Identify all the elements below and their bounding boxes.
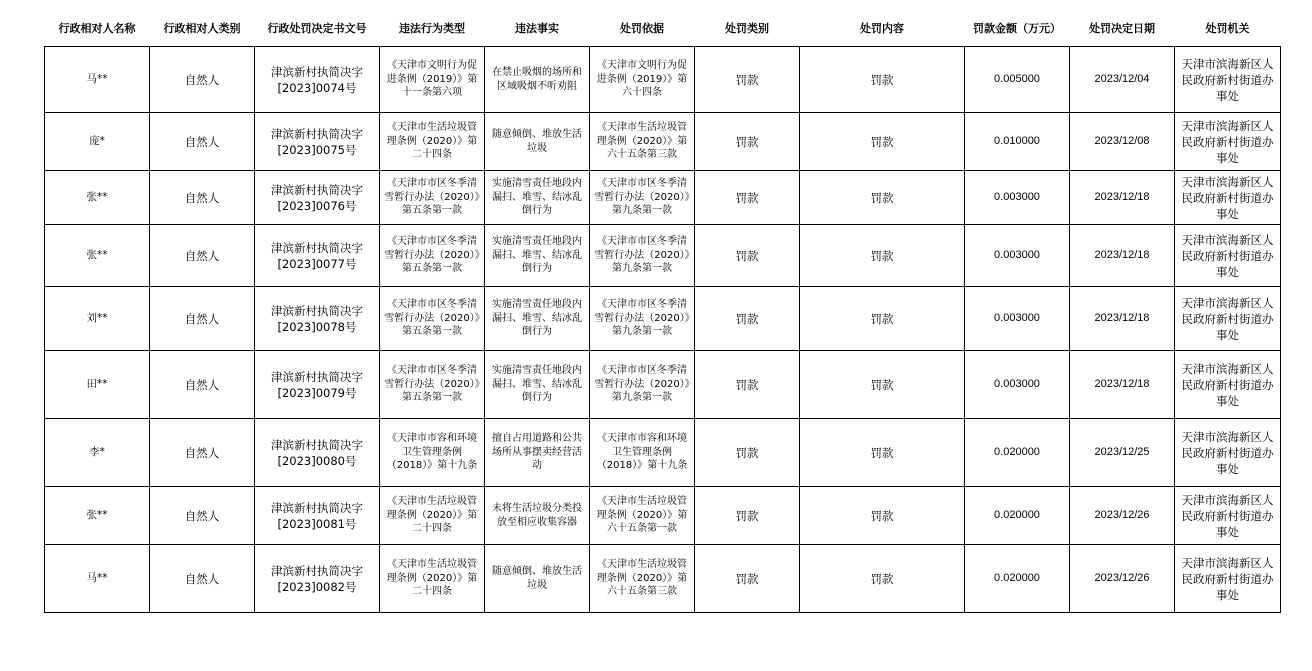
cell-basis: 《天津市市区冬季清雪暂行办法（2020）》第九条第一款 [590,351,695,419]
header-cell-basis: 处罚依据 [620,22,664,35]
cell-violation-type: 《天津市生活垃圾管理条例（2020）》第二十四条 [380,487,485,545]
cell-date: 2023/12/18 [1070,351,1175,419]
cell-doc-no: 津滨新村执简决字[2023]0080号 [255,419,380,487]
table-row [45,545,1281,613]
cell-name: 马** [45,47,150,113]
cell-penalty-type: 罚款 [695,487,800,545]
cell-date: 2023/12/25 [1070,419,1175,487]
cell-basis: 《天津市文明行为促进条例（2019）》第六十四条 [590,47,695,113]
cell-name: 张** [45,171,150,225]
cell-date: 2023/12/18 [1070,225,1175,287]
cell-category: 自然人 [150,47,255,113]
cell-category: 自然人 [150,487,255,545]
header-cell-violation-type: 违法行为类型 [399,22,465,35]
cell-penalty-type: 罚款 [695,113,800,171]
cell-amount: 0.010000 [965,113,1070,171]
header-cell-category: 行政相对人类别 [163,22,241,35]
cell-penalty-content: 罚款 [800,225,965,287]
cell-amount: 0.020000 [965,487,1070,545]
cell-amount: 0.020000 [965,545,1070,613]
table-row [45,47,1281,113]
cell-penalty-type: 罚款 [695,287,800,351]
cell-authority: 天津市滨海新区人民政府新村街道办事处 [1175,287,1281,351]
cell-authority: 天津市滨海新区人民政府新村街道办事处 [1175,113,1281,171]
cell-doc-no: 津滨新村执简决字[2023]0075号 [255,113,380,171]
header-cell-date: 处罚决定日期 [1089,22,1155,35]
cell-violation-type: 《天津市生活垃圾管理条例（2020）》第二十四条 [380,113,485,171]
cell-name: 田** [45,351,150,419]
cell-basis: 《天津市生活垃圾管理条例（2020）》第六十五条第三款 [590,113,695,171]
cell-violation-type: 《天津市市区冬季清雪暂行办法（2020）》第五条第一款 [380,287,485,351]
table-row [45,419,1281,487]
cell-amount: 0.003000 [965,171,1070,225]
cell-violation-type: 《天津市生活垃圾管理条例（2020）》第二十四条 [380,545,485,613]
cell-authority: 天津市滨海新区人民政府新村街道办事处 [1175,545,1281,613]
header-cell-penalty-content: 处罚内容 [860,22,904,35]
cell-category: 自然人 [150,225,255,287]
cell-violation-type: 《天津市市区冬季清雪暂行办法（2020）》第五条第一款 [380,171,485,225]
cell-penalty-content: 罚款 [800,113,965,171]
cell-penalty-content: 罚款 [800,545,965,613]
cell-basis: 《天津市市区冬季清雪暂行办法（2020）》第九条第一款 [590,225,695,287]
cell-date: 2023/12/04 [1070,47,1175,113]
cell-penalty-type: 罚款 [695,545,800,613]
cell-penalty-type: 罚款 [695,47,800,113]
penalty-table [44,10,1281,613]
cell-authority: 天津市滨海新区人民政府新村街道办事处 [1175,351,1281,419]
cell-amount: 0.003000 [965,287,1070,351]
cell-date: 2023/12/18 [1070,171,1175,225]
table-row [45,287,1281,351]
cell-name: 马** [45,545,150,613]
cell-date: 2023/12/26 [1070,487,1175,545]
cell-penalty-type: 罚款 [695,171,800,225]
cell-basis: 《天津市生活垃圾管理条例（2020）》第六十五条第一款 [590,487,695,545]
cell-name: 李* [45,419,150,487]
cell-doc-no: 津滨新村执简决字[2023]0077号 [255,225,380,287]
table-row [45,487,1281,545]
table-row [45,113,1281,171]
cell-name: 庞* [45,113,150,171]
header-cell-authority: 处罚机关 [1205,22,1250,35]
cell-category: 自然人 [150,419,255,487]
cell-facts: 实施清雪责任地段内漏扫、堆雪、结冰乱倒行为 [485,287,590,351]
cell-facts: 随意倾倒、堆放生活垃圾 [485,545,590,613]
cell-name: 刘** [45,287,150,351]
cell-penalty-content: 罚款 [800,487,965,545]
cell-name: 张** [45,487,150,545]
cell-amount: 0.005000 [965,47,1070,113]
cell-category: 自然人 [150,351,255,419]
cell-penalty-type: 罚款 [695,419,800,487]
cell-date: 2023/12/08 [1070,113,1175,171]
cell-violation-type: 《天津市市区冬季清雪暂行办法（2020）》第五条第一款 [380,351,485,419]
table-row [45,171,1281,225]
table-body [45,47,1281,613]
cell-doc-no: 津滨新村执简决字[2023]0078号 [255,287,380,351]
header-cell-facts: 违法事实 [515,22,559,35]
cell-amount: 0.020000 [965,419,1070,487]
cell-penalty-type: 罚款 [695,351,800,419]
table-row [45,225,1281,287]
cell-basis: 《天津市市区冬季清雪暂行办法（2020）》第九条第一款 [590,171,695,225]
header-cell-penalty-type: 处罚类别 [725,22,769,35]
cell-name: 张** [45,225,150,287]
cell-authority: 天津市滨海新区人民政府新村街道办事处 [1175,171,1281,225]
cell-authority: 天津市滨海新区人民政府新村街道办事处 [1175,225,1281,287]
cell-penalty-type: 罚款 [695,225,800,287]
cell-basis: 《天津市生活垃圾管理条例（2020）》第六十五条第三款 [590,545,695,613]
table-row [45,351,1281,419]
cell-facts: 实施清雪责任地段内漏扫、堆雪、结冰乱倒行为 [485,351,590,419]
header-cell-amount: 罚款金额（万元） [973,22,1061,35]
header-row [45,10,1281,47]
cell-category: 自然人 [150,545,255,613]
cell-facts: 在禁止吸烟的场所和区域吸烟不听劝阻 [485,47,590,113]
cell-authority: 天津市滨海新区人民政府新村街道办事处 [1175,487,1281,545]
cell-penalty-content: 罚款 [800,419,965,487]
table-header [45,10,1281,47]
cell-doc-no: 津滨新村执简决字[2023]0081号 [255,487,380,545]
cell-violation-type: 《天津市市区冬季清雪暂行办法（2020）》第五条第一款 [380,225,485,287]
cell-facts: 实施清雪责任地段内漏扫、堆雪、结冰乱倒行为 [485,225,590,287]
cell-violation-type: 《天津市市容和环境卫生管理条例（2018）》第十九条 [380,419,485,487]
cell-facts: 随意倾倒、堆放生活垃圾 [485,113,590,171]
cell-doc-no: 津滨新村执简决字[2023]0076号 [255,171,380,225]
cell-doc-no: 津滨新村执简决字[2023]0074号 [255,47,380,113]
cell-penalty-content: 罚款 [800,351,965,419]
cell-amount: 0.003000 [965,225,1070,287]
cell-facts: 实施清雪责任地段内漏扫、堆雪、结冰乱倒行为 [485,171,590,225]
cell-amount: 0.003000 [965,351,1070,419]
cell-facts: 擅自占用道路和公共场所从事摆卖经营活动 [485,419,590,487]
cell-penalty-content: 罚款 [800,287,965,351]
cell-facts: 未将生活垃圾分类投放至相应收集容器 [485,487,590,545]
cell-penalty-content: 罚款 [800,47,965,113]
cell-violation-type: 《天津市文明行为促进条例（2019）》第十一条第六项 [380,47,485,113]
cell-authority: 天津市滨海新区人民政府新村街道办事处 [1175,419,1281,487]
header-cell-name: 行政相对人名称 [58,22,136,35]
cell-date: 2023/12/26 [1070,545,1175,613]
cell-category: 自然人 [150,113,255,171]
cell-category: 自然人 [150,287,255,351]
cell-category: 自然人 [150,171,255,225]
cell-date: 2023/12/18 [1070,287,1175,351]
cell-basis: 《天津市市区冬季清雪暂行办法（2020）》第九条第一款 [590,287,695,351]
cell-penalty-content: 罚款 [800,171,965,225]
cell-authority: 天津市滨海新区人民政府新村街道办事处 [1175,47,1281,113]
cell-basis: 《天津市市容和环境卫生管理条例（2018）》第十九条 [590,419,695,487]
header-cell-doc-no: 行政处罚决定书文号 [267,22,367,35]
cell-doc-no: 津滨新村执简决字[2023]0079号 [255,351,380,419]
cell-doc-no: 津滨新村执简决字[2023]0082号 [255,545,380,613]
